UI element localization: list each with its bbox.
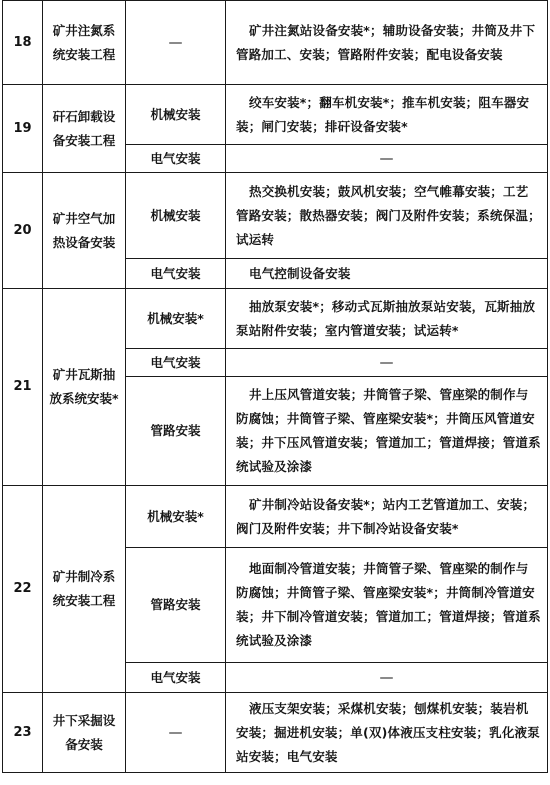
project-name: 矸石卸载设备安装工程 [43,85,126,173]
row-number: 23 [3,693,43,773]
project-name: 矿井制冷系统安装工程 [43,486,126,693]
table-row [3,486,548,548]
project-name: 矿井注氮系统安装工程 [43,1,126,85]
table-row [3,693,548,773]
sub-item: 机械安装 [126,173,226,259]
item-content: 井上压风管道安装；井筒管子梁、管座梁的制作与防腐蚀；井筒管子梁、管座梁安装*；井筒压风管道安装；井下压风管道安装；管道加工；管道焊接；管道系统试验及涂漆 [226,377,548,486]
sub-item: 电气安装 [126,145,226,173]
table-row [3,85,548,145]
sub-item: 机械安装* [126,289,226,349]
table-row [3,1,548,85]
sub-item: 机械安装 [126,85,226,145]
row-number: 22 [3,486,43,693]
item-content: 抽放泵安装*；移动式瓦斯抽放泵站安装，瓦斯抽放泵站附件安装；室内管道安装；试运转* [226,289,548,349]
project-name: 井下采掘设备安装 [43,693,126,773]
item-content: — [226,663,548,693]
table-row [3,173,548,259]
sub-item: 电气安装 [126,663,226,693]
row-number: 19 [3,85,43,173]
project-name: 矿井瓦斯抽放系统安装* [43,289,126,486]
item-content: 地面制冷管道安装；井筒管子梁、管座梁的制作与防腐蚀；井筒管子梁、管座梁安装*；井筒制冷管道安装；井下制冷管道安装；管道加工；管道焊接；管道系统试验及涂漆 [226,548,548,663]
sub-item: 管路安装 [126,377,226,486]
sub-item: 电气安装 [126,259,226,289]
sub-item: — [126,693,226,773]
sub-item: 机械安装* [126,486,226,548]
item-content: — [226,145,548,173]
item-content: 电气控制设备安装 [226,259,548,289]
item-content: — [226,349,548,377]
item-content: 液压支架安装；采煤机安装；刨煤机安装；装岩机安装；掘进机安装；单(双)体液压支柱安装；乳化液泵站安装；电气安装 [226,693,548,773]
project-name: 矿井空气加热设备安装 [43,173,126,289]
sub-item: 电气安装 [126,349,226,377]
item-content: 矿井制冷站设备安装*；站内工艺管道加工、安装；阀门及附件安装；井下制冷站设备安装* [226,486,548,548]
table-row [3,289,548,349]
work-items-table [2,0,548,773]
item-content: 绞车安装*；翻车机安装*；推车机安装；阻车器安装；闸门安装；排矸设备安装* [226,85,548,145]
item-content: 热交换机安装；鼓风机安装；空气帷幕安装；工艺管路安装；散热器安装；阀门及附件安装；系统保温；试运转 [226,173,548,259]
sub-item: 管路安装 [126,548,226,663]
item-content: 矿井注氮站设备安装*；辅助设备安装；井筒及井下管路加工、安装；管路附件安装；配电设备安装 [226,1,548,85]
row-number: 18 [3,1,43,85]
row-number: 20 [3,173,43,289]
sub-item: — [126,1,226,85]
row-number: 21 [3,289,43,486]
